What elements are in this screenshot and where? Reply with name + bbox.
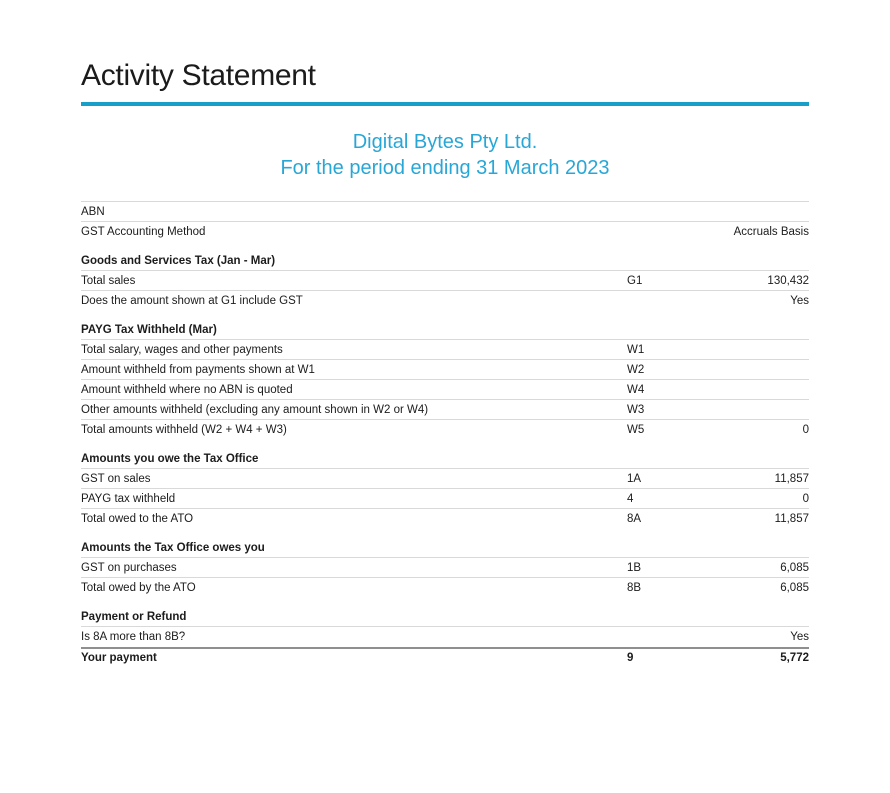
row-label: Other amounts withheld (excluding any amount shown in W2 or W4): [81, 403, 429, 416]
statement-row: [81, 489, 809, 509]
row-code: G1: [627, 274, 643, 287]
row-value: 11,857: [774, 472, 809, 485]
statement-row: [81, 400, 809, 420]
row-label: Total owed by the ATO: [81, 582, 196, 594]
row-code: W5: [627, 424, 645, 436]
row-code: 1A: [627, 472, 642, 485]
section-heading: Payment or Refund: [81, 610, 187, 623]
statement-section: [81, 320, 809, 440]
section-heading: Goods and Services Tax (Jan - Mar): [81, 254, 276, 267]
row-label: Is 8A more than 8B?: [81, 631, 186, 643]
row-label: Amount withheld from payments shown at W1: [81, 363, 315, 376]
row-value: 6,085: [780, 561, 809, 574]
row-label: PAYG tax withheld: [81, 492, 176, 505]
statement-row: [81, 340, 809, 360]
row-code: 9: [627, 652, 634, 664]
row-code: W1: [627, 343, 645, 356]
row-label: Amount withheld where no ABN is quoted: [81, 383, 293, 396]
row-label: ABN: [81, 205, 105, 218]
statement-section: [81, 607, 809, 667]
statement-row: [81, 578, 809, 598]
statement-row: [81, 360, 809, 380]
row-code: 8A: [627, 513, 642, 525]
statement-subtitle: [81, 129, 809, 181]
title-accent-rule: [81, 102, 809, 106]
statement-row: [81, 291, 809, 311]
statement-table: [81, 201, 809, 667]
statement-row: [81, 647, 809, 667]
row-code: W4: [627, 383, 645, 396]
row-label: Total owed to the ATO: [81, 513, 194, 525]
row-label: Total amounts withheld (W2 + W4 + W3): [81, 424, 287, 436]
row-value: 6,085: [780, 582, 809, 594]
row-value: Yes: [790, 631, 809, 643]
row-label: GST on purchases: [81, 561, 177, 574]
section-heading: Amounts the Tax Office owes you: [81, 541, 265, 554]
section-heading-row: [81, 320, 809, 340]
row-value: 130,432: [767, 274, 809, 287]
period-ending: For the period ending 31 March 2023: [280, 157, 610, 179]
row-value: 0: [802, 492, 809, 505]
row-label: Your payment: [81, 652, 157, 664]
row-value: Accruals Basis: [733, 226, 809, 238]
statement-section: [81, 251, 809, 311]
row-label: Does the amount shown at G1 include GST: [81, 295, 303, 307]
statement-row: [81, 222, 809, 242]
row-value: Yes: [790, 295, 809, 307]
row-label: Total sales: [81, 274, 136, 287]
row-label: GST on sales: [81, 472, 151, 485]
row-value: 11,857: [774, 513, 809, 525]
row-value: 0: [802, 424, 809, 436]
statement-row: [81, 202, 809, 222]
statement-row: [81, 509, 809, 529]
statement-row: [81, 469, 809, 489]
section-heading: PAYG Tax Withheld (Mar): [81, 323, 217, 336]
row-code: W2: [627, 363, 645, 376]
statement-section: [81, 538, 809, 598]
activity-statement-page: [0, 56, 890, 793]
row-code: 4: [627, 492, 634, 505]
section-heading-row: [81, 449, 809, 469]
company-name: Digital Bytes Pty Ltd.: [352, 131, 538, 153]
row-label: Total salary, wages and other payments: [81, 343, 283, 356]
statement-row: [81, 558, 809, 578]
section-heading-row: [81, 251, 809, 271]
row-code: W3: [627, 403, 645, 416]
row-code: 8B: [627, 582, 642, 594]
statement-row: [81, 627, 809, 647]
statement-row: [81, 380, 809, 400]
section-heading: Amounts you owe the Tax Office: [81, 452, 259, 465]
statement-row: [81, 420, 809, 440]
section-heading-row: [81, 607, 809, 627]
statement-section: [81, 201, 809, 242]
section-heading-row: [81, 538, 809, 558]
row-code: 1B: [627, 561, 642, 574]
row-value: 5,772: [780, 652, 809, 664]
statement-row: [81, 271, 809, 291]
row-label: GST Accounting Method: [81, 226, 206, 238]
page-title: Activity Statement: [81, 59, 316, 92]
statement-section: [81, 449, 809, 529]
